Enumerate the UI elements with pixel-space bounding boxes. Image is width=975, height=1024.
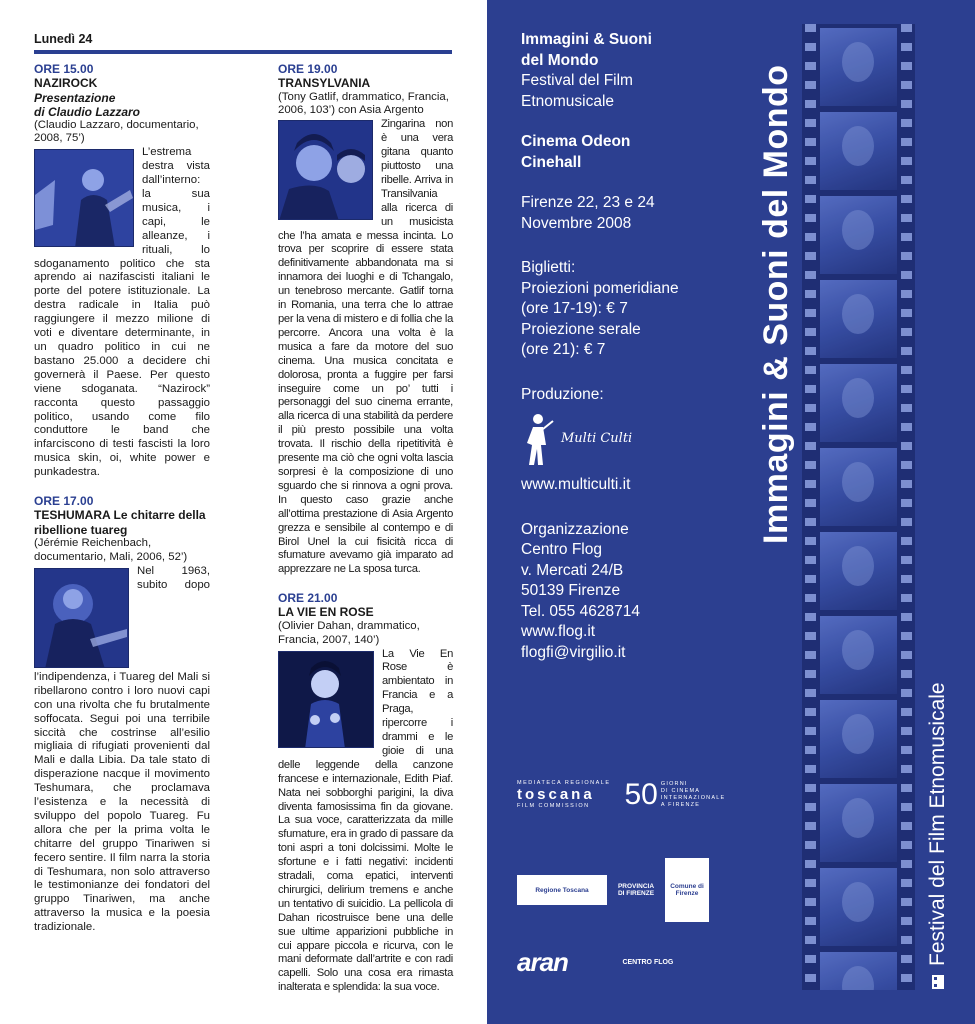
- ticket-info: Proiezioni pomeridiane: [521, 279, 679, 297]
- event-subtitle: di Claudio Lazzaro: [34, 104, 141, 119]
- filmstrip-decoration: [802, 24, 915, 990]
- organization-address: v. Mercati 24/B: [521, 561, 624, 579]
- fifty-days-text: INTERNAZIONALE: [660, 795, 726, 801]
- film-frame: [820, 280, 897, 358]
- festival-info: [521, 30, 741, 663]
- film-still-nazirock: [34, 149, 134, 247]
- organization-phone: Tel. 055 4628714: [521, 602, 640, 620]
- event-description: L’estrema destra vista dall’interno: la sua musica, i capi, le alleanze, i rituali, lo sdoganamento politico che sta aprendo ai nazifascisti italiani le porte del potere istituzionale. La destra radicale in Italia può raggiungere il mezzo milione di voti e diventare determinante, in un quadro politico in cui ne bastano 25.000 a decidere chi governerà il Paese. Per questo viene sdoganata. “Nazirock” racconta questo passaggio politico, usando come filo conduttore le band che infarciscono di testi fascisti la loro musica skin, oi, white power e punkadestra.: [34, 146, 210, 479]
- film-frame: [820, 868, 897, 946]
- fifty-days-text: DI CINEMA: [660, 788, 701, 794]
- film-frame: [820, 952, 897, 990]
- event-transylvania: [278, 62, 453, 577]
- event-credits: (Claudio Lazzaro, documentario, 2008, 75’): [34, 118, 199, 145]
- film-frame: [820, 448, 897, 526]
- event-time: ORE 15.00: [34, 62, 94, 76]
- mediateca-label: MEDIATECA REGIONALE: [517, 780, 611, 786]
- event-description: La Vie En Rose è ambientato in Francia e a Praga, ripercorre i drammi e le gioie di una delle leggende della canzone francese e internazionale, Edith Piaf. Nata nei sobborghi parigini, la diva diventa famosissima fin da giovane. La sua voce, caratterizzata da mille sfumature, era in grado di passare da toni aspri a toni dolcissimi. Molte le sfortune e i fatti negativi: incidenti stradali, coma epatici, interventi chirurgici, delirium tremens e anche un tentativo di suicidio. La pellicola di Dahan ricostruisce bene una delle sue ultime apparizioni pubbliche in cui appare piccola e ricurva, con le mani deformate dall’artrite e con radi capelli. Solo una cosa era rimasta inalterata e splendida: la sua voce.: [278, 647, 453, 994]
- production-url[interactable]: www.multiculti.it: [521, 476, 631, 493]
- toscana-film-commission-logo: [517, 780, 611, 810]
- event-time: ORE 19.00: [278, 62, 338, 76]
- sponsor-row: [517, 942, 737, 982]
- festival-title: Immagini & Suoni: [521, 31, 652, 48]
- flog-logo: CENTRO FLOG: [622, 958, 674, 966]
- tickets-label: Biglietti:: [521, 259, 576, 276]
- fifty-days-number: 50: [624, 778, 658, 811]
- fifty-days-logo: [658, 781, 725, 809]
- filmstrip-frames: [820, 28, 897, 990]
- event-title: TESHUMARA Le chitarre della ribellione tuareg: [34, 508, 206, 537]
- event-credits: (Olivier Dahan, drammatico, Francia, 2007, 140’): [278, 619, 420, 646]
- organization-website[interactable]: www.flog.it: [521, 623, 596, 640]
- event-teshumara: [34, 494, 210, 935]
- film-still-teshumara: [34, 568, 129, 668]
- comune-firenze-logo: [665, 858, 709, 922]
- film-frame: [820, 112, 897, 190]
- toscana-label: toscana: [517, 786, 595, 803]
- venue: Cinehall: [521, 153, 582, 171]
- event-la-vie-en-rose: [278, 591, 453, 995]
- regione-toscana-logo: Regione Toscana: [517, 875, 607, 905]
- event-title: LA VIE EN ROSE: [278, 605, 374, 620]
- organization-name: Centro Flog: [521, 541, 602, 558]
- filmstrip-perforations: [901, 24, 912, 990]
- film-still-transylvania: [278, 120, 373, 220]
- event-description: Nel 1963, subito dopo l’indipendenza, i Tuareg del Mali si ribellarono contro i loro nuovi capi con una rivolta che fu brutalmente soffocata. Segui poi una terribile siccità che costrinse all’esilio migliaia di rifugiati provenienti dal Mali e dalla Libia. Da tale stato di disperazione nacque il movimento Teshumara, che proclamava l’esistenza e la necessità di sviluppo del popolo Tuareg. Fu allora che per la prima volta le chitarre del gruppo Tinariwen si fecero sentire. Il film narra la storia di Teshumara, non solo attraverso le testimonianze dei fondatori del gruppo Tinariwen, ma anche attraverso la musica e la poesia tradizionale.: [34, 564, 210, 934]
- event-title: TRANSYLVANIA: [278, 76, 371, 90]
- sponsor-logos: [517, 780, 737, 982]
- film-frame: [820, 784, 897, 862]
- program-column-1: [34, 60, 210, 935]
- comune-label: Comune di Firenze: [670, 883, 704, 897]
- multiculti-logo-text: Multi Culti: [561, 430, 633, 446]
- film-icon: [930, 974, 946, 990]
- ticket-info: (ore 21): € 7: [521, 341, 606, 358]
- fifty-days-text: GIORNI: [660, 781, 688, 787]
- production-label: Produzione:: [521, 385, 604, 403]
- event-time: ORE 17.00: [34, 494, 94, 509]
- festival-title: del Mondo: [521, 51, 599, 69]
- event-time: ORE 21.00: [278, 591, 338, 606]
- dancer-icon: [521, 411, 555, 467]
- event-description: Zingarina non è una vera gitana quanto piuttosto una ribelle. Arriva in Transilvania alla ricerca di un musicista che l’ha amata e messa incinta. Lo trova per scoprire di essere stata definitivamente abbandonata ma si innamora dei luoghi e di Tchangalo, un tenebroso mercante. Gatlif torna in Romania, una terra che lo attrae per la vena di mistero e di follia che la percorre. Ancora una volta è la musica a fare da motore del suo cinema. Una musica concitata e dolorosa, pronta a fuggire per farsi inseguire come un po’ tutti i personaggi del suo cinema errante, alla ricerca di una stabilità da perdere il più presto possibile una volta trovata. Il rischio della ripetitività è presente ma ciò che ogni volta lascia sorpresi è la composizione di uno sguardo che si rinnova a ogni prova. In questo caso grazie anche all’ottima prestazione di Asia Argento grezza e sensibile al contempo e di Birol Unel la cui fisicità ricca di sfumature avevamo già imparato ad apprezzare ne La sposa turca.: [278, 118, 453, 576]
- festival-dates: Firenze 22, 23 e 24: [521, 194, 655, 211]
- sponsor-row: [517, 858, 737, 922]
- event-subtitle: Presentazione: [34, 90, 116, 105]
- program-page: [0, 0, 487, 1024]
- ticket-info: (ore 17-19): € 7: [521, 300, 628, 317]
- festival-dates: Novembre 2008: [521, 214, 632, 232]
- day-divider: [34, 50, 452, 54]
- multiculti-logo: [521, 411, 741, 467]
- aran-logo: aran: [517, 946, 568, 977]
- event-title: NAZIROCK: [34, 76, 98, 90]
- day-header: Lunedì 24: [34, 32, 93, 46]
- festival-subtitle: Etnomusicale: [521, 92, 615, 110]
- film-frame: [820, 364, 897, 442]
- ticket-info: Proiezione serale: [521, 320, 641, 338]
- fifty-days-text: A FIRENZE: [660, 802, 701, 808]
- organization-label: Organizzazione: [521, 520, 629, 538]
- event-credits: (Tony Gatlif, drammatico, Francia, 2006, 103’) con Asia Argento: [278, 90, 449, 117]
- film-frame: [820, 196, 897, 274]
- film-frame: [820, 532, 897, 610]
- venue: Cinema Odeon: [521, 133, 631, 150]
- program-column-2: [278, 60, 453, 995]
- film-frame: [820, 616, 897, 694]
- provincia-firenze-logo: [617, 860, 655, 920]
- film-still-la-vie-en-rose: [278, 651, 374, 748]
- sponsor-row: [517, 780, 737, 810]
- vertical-subtitle-text: Festival del Film Etnomusicale: [926, 682, 949, 966]
- provincia-label: PROVINCIA DI FIRENZE: [617, 883, 655, 897]
- filmstrip-perforations: [805, 24, 816, 990]
- film-frame: [820, 700, 897, 778]
- festival-subtitle: Festival del Film: [521, 72, 633, 89]
- event-credits: (Jérémie Reichenbach, documentario, Mali, 2006, 52’): [34, 537, 188, 563]
- vertical-festival-subtitle: [916, 600, 960, 990]
- vertical-festival-title: Immagini & Suoni del Mondo: [757, 64, 795, 544]
- film-frame: [820, 28, 897, 106]
- event-nazirock: [34, 62, 210, 480]
- organization-city: 50139 Firenze: [521, 582, 621, 599]
- organization-email[interactable]: flogfi@virgilio.it: [521, 643, 626, 661]
- film-commission-label: FILM COMMISSION: [517, 803, 590, 809]
